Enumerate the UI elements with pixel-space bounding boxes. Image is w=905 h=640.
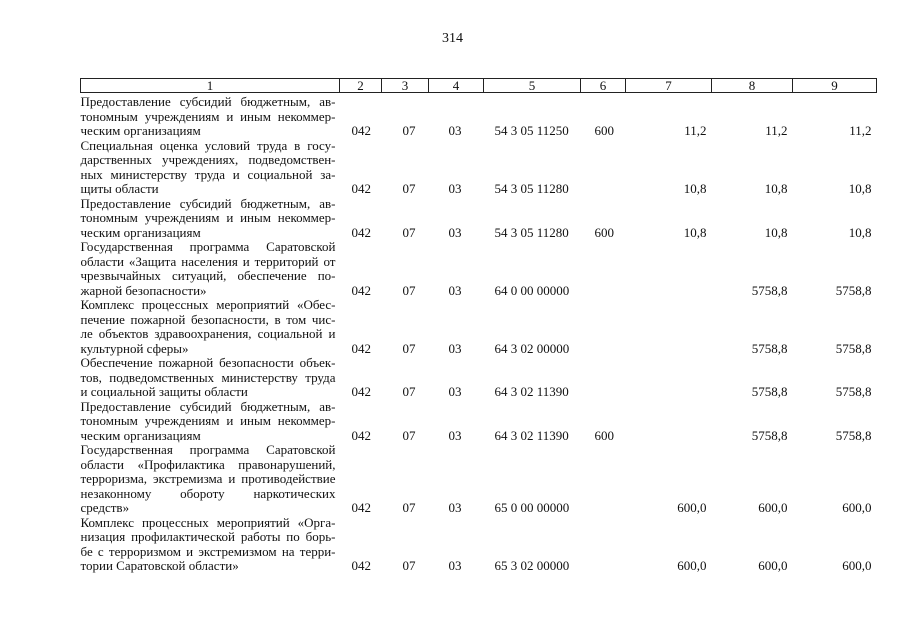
header-col-4: 4 [429, 79, 484, 93]
cell-c4: 03 [448, 282, 462, 298]
header-col-6: 6 [581, 79, 626, 93]
cell-c3: 07 [402, 384, 416, 399]
cell-c5: 65 0 00 00000 [494, 500, 570, 515]
cell-c7: 600,0 [677, 558, 707, 573]
cell-c2: 042 [351, 123, 371, 138]
cell-c8: 5758,8 [751, 427, 788, 443]
table-row [81, 240, 877, 298]
cell-c2: 042 [351, 384, 371, 399]
row-name-line: ческим организациям [80, 224, 201, 240]
row-name-line: области «Защита населения и территорий от [80, 253, 336, 269]
table-row [81, 400, 877, 444]
row-name [81, 139, 340, 197]
cell-c9: 10,8 [848, 181, 872, 196]
cell-c4: 03 [448, 427, 462, 443]
row-name-line: Обеспечение пожарной безопасности объек- [80, 355, 336, 370]
row-name-line: жарной безопасности» [80, 282, 207, 298]
cell-c5: 64 0 00 00000 [494, 282, 570, 298]
row-name [81, 400, 340, 444]
cell-c5: 64 3 02 11390 [494, 384, 569, 399]
row-name [81, 93, 340, 139]
cell-c6 [581, 443, 626, 516]
cell-c7: 11,2 [684, 123, 707, 138]
table-row [81, 356, 877, 400]
header-col-2: 2 [340, 79, 382, 93]
cell-c9: 5758,8 [835, 340, 872, 356]
header-col-8: 8 [712, 79, 793, 93]
header-col-1: 1 [81, 79, 340, 93]
cell-c8: 600,0 [758, 500, 788, 515]
cell-c3: 07 [402, 500, 416, 515]
row-name-line: тономным учреждениям и иным некоммер- [80, 413, 336, 428]
cell-c4: 03 [448, 340, 462, 356]
cell-c3: 07 [402, 427, 416, 443]
row-name-line: незаконному обороту наркотических [80, 485, 336, 501]
cell-c9: 5758,8 [835, 282, 872, 298]
row-name-line: средств» [80, 500, 130, 515]
cell-c6 [581, 516, 626, 574]
cell-c3: 07 [402, 340, 416, 356]
row-name-line: и социальной защиты области [80, 384, 248, 399]
page-number: 314 [442, 31, 463, 46]
row-name-line: Предоставление субсидий бюджетным, ав- [80, 398, 336, 414]
cell-c2: 042 [351, 558, 371, 573]
table-row [81, 197, 877, 241]
row-name-line: тории Саратовской области» [80, 558, 239, 573]
cell-c7: 600,0 [677, 500, 707, 515]
row-name-line: тономным учреждениям и иным некоммер- [80, 210, 336, 225]
row-name-line: Специальная оценка условий труда в госу- [80, 137, 336, 153]
row-name-line: Комплекс процессных мероприятий «Обес- [80, 297, 336, 312]
cell-c8: 5758,8 [751, 384, 788, 399]
cell-c8: 10,8 [764, 181, 788, 196]
header-col-7: 7 [626, 79, 712, 93]
cell-c2: 042 [351, 224, 371, 240]
row-name-line: Государственная программа Саратовской [80, 239, 336, 254]
cell-c6 [581, 240, 626, 298]
cell-c9: 600,0 [842, 558, 872, 573]
row-name-line: ческим организациям [80, 123, 201, 138]
cell-c7: 10,8 [683, 224, 707, 240]
row-name-line: Предоставление субсидий бюджетным, ав- [80, 195, 336, 211]
cell-c8: 11,2 [765, 123, 788, 138]
header-col-5: 5 [484, 79, 581, 93]
cell-c2: 042 [351, 181, 371, 196]
cell-c2: 042 [351, 282, 371, 298]
row-name-line: ческим организациям [80, 427, 201, 443]
cell-c9: 5758,8 [835, 384, 872, 399]
cell-c7 [626, 298, 712, 356]
row-name-line: культурной сферы» [80, 340, 189, 356]
table-row [81, 139, 877, 197]
budget-table [80, 78, 877, 574]
header-row [81, 79, 877, 93]
cell-c8: 10,8 [764, 224, 788, 240]
row-name-line: области «Профилактика правонарушений, [80, 456, 336, 472]
row-name-line: терроризма, экстремизма и противодействие [80, 471, 336, 486]
cell-c3: 07 [402, 181, 416, 196]
row-name-line: Комплекс процессных мероприятий «Орга- [80, 514, 336, 530]
cell-c4: 03 [448, 384, 462, 399]
cell-c4: 03 [448, 123, 462, 138]
row-name-line: тов, подведомственных министерству труда [80, 369, 336, 385]
cell-c8: 600,0 [758, 558, 788, 573]
header-col-3: 3 [382, 79, 429, 93]
row-name-line: печение пожарной безопасности, в том чис- [80, 311, 336, 327]
cell-c6 [581, 356, 626, 400]
row-name [81, 240, 340, 298]
row-name-line: щиты области [80, 181, 159, 196]
cell-c9: 600,0 [842, 500, 872, 515]
cell-c3: 07 [402, 123, 416, 138]
cell-c6: 600 [594, 123, 614, 138]
cell-c5: 64 3 02 11390 [494, 427, 569, 443]
cell-c6: 600 [594, 427, 614, 443]
table-row [81, 298, 877, 356]
cell-c5: 54 3 05 11250 [494, 123, 569, 138]
cell-c2: 042 [351, 500, 371, 515]
table-row [81, 443, 877, 516]
cell-c9: 10,8 [848, 224, 872, 240]
table-row [81, 516, 877, 574]
cell-c7 [626, 400, 712, 444]
table-row [81, 93, 877, 139]
row-name-line: чрезвычайных ситуаций, обеспечение по- [80, 268, 336, 283]
cell-c5: 65 3 02 00000 [494, 558, 570, 573]
row-name-line: ле объектов здравоохранения, социальной и [80, 326, 336, 341]
cell-c7 [626, 356, 712, 400]
cell-c6 [581, 298, 626, 356]
cell-c5: 54 3 05 11280 [494, 181, 569, 196]
cell-c3: 07 [402, 224, 416, 240]
row-name [81, 516, 340, 574]
cell-c8: 5758,8 [751, 340, 788, 356]
cell-c8: 5758,8 [751, 282, 788, 298]
cell-c4: 03 [448, 558, 462, 573]
row-name-line: дарственных учреждениях, подведомствен- [80, 152, 336, 167]
row-name [81, 298, 340, 356]
row-name-line: низация профилактической работы по борь- [80, 529, 336, 544]
cell-c5: 54 3 05 11280 [494, 224, 569, 240]
cell-c4: 03 [448, 500, 462, 515]
cell-c6 [581, 139, 626, 197]
cell-c3: 07 [402, 282, 416, 298]
cell-c9: 5758,8 [835, 427, 872, 443]
row-name-line: ных министерству труда и социальной за- [80, 166, 336, 182]
row-name [81, 197, 340, 241]
row-name-line: Государственная программа Саратовской [80, 442, 336, 457]
cell-c2: 042 [351, 427, 371, 443]
row-name-line: Предоставление субсидий бюджетным, ав- [80, 94, 336, 109]
cell-c3: 07 [402, 558, 416, 573]
cell-c4: 03 [448, 181, 462, 196]
header-col-9: 9 [793, 79, 877, 93]
row-name [81, 443, 340, 516]
cell-c9: 11,2 [849, 123, 872, 138]
cell-c2: 042 [351, 340, 371, 356]
cell-c5: 64 3 02 00000 [494, 340, 570, 356]
cell-c7 [626, 240, 712, 298]
row-name [81, 356, 340, 400]
row-name-line: тономным учреждениям и иным некоммер- [80, 108, 336, 124]
cell-c7: 10,8 [683, 181, 707, 196]
cell-c4: 03 [448, 224, 462, 240]
row-name-line: бе с терроризмом и экстремизмом на терри- [80, 543, 336, 559]
cell-c6: 600 [594, 224, 614, 240]
